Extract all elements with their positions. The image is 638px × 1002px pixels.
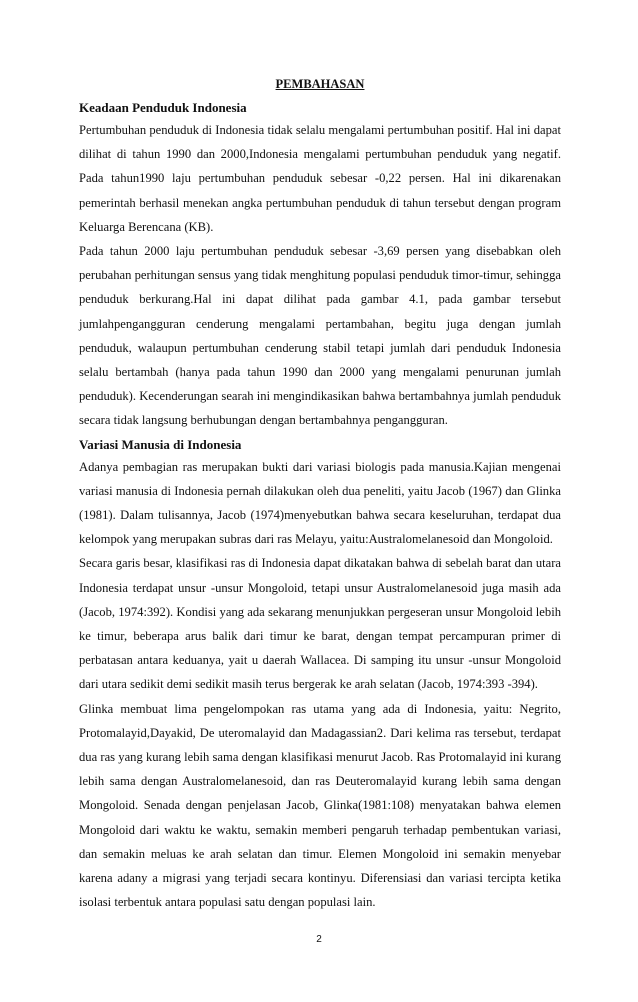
paragraph: Glinka membuat lima pengelompokan ras utama yang ada di Indonesia, yaitu: Negrito, Protomalayid,Dayakid, De uteromalayid dan Madagassian2. Dari kelima ras tersebut, terdapat dua ras yang kurang lebih sama dengan klasifikasi menurut Jacob. Ras Protomalayid ini kurang lebih sama dengan Australomelanesoid, dan ras Deuteromalayid kurang lebih sama dengan Mongoloid. Senada dengan penjelasan Jacob, Glinka(1981:108) menyatakan bahwa elemen Mongoloid dari waktu ke waktu, semakin memberi pengaruh terhadap pembentukan variasi, dan semakin meluas ke arah selatan dan timur. Elemen Mongoloid ini semakin menyebar karena adany a migrasi yang terjadi secara kontinyu. Diferensiasi dan variasi tercipta ketika isolasi terbentuk antara populasi satu dengan populasi lain. [79,701,561,910]
section-heading-keadaan-penduduk: Keadaan Penduduk Indonesia [79,100,247,115]
paragraph: Secara garis besar, klasifikasi ras di Indonesia dapat dikatakan bahwa di sebelah barat dan utara Indonesia terdapat unsur -unsur Mongoloid, tetapi unsur Australomelanesoid juga masih ada (Jacob, 1974:392). Kondisi yang ada sekarang menunjukkan pergeseran unsur Mongoloid lebih ke timur, beberapa arus balik dari timur ke barat, dengan tempat percampuran primer di perbatasan antara keduanya, yait u daerah Wallacea. Di samping itu unsur -unsur Mongoloid dari utara sedikit demi sedikit masih terus bergerak ke arah selatan (Jacob, 1974:393 -394). [79,556,561,692]
document-page [79,74,561,915]
paragraph: Pertumbuhan penduduk di Indonesia tidak selalu mengalami pertumbuhan positif. Hal ini dapat dilihat di tahun 1990 dan 2000,Indonesia mengalami pertumbuhan penduduk yang negatif. Pada tahun1990 laju pertumbuhan penduduk sebesar -0,22 persen. Hal ini dikarenakan pemerintah berhasil menekan angka pertumbuhan penduduk di tahun tersebut dengan program Keluarga Berencana (KB). [79,123,561,234]
page-number: 2 [316,934,322,945]
section-heading-variasi-manusia: Variasi Manusia di Indonesia [79,436,242,452]
paragraph: Adanya pembagian ras merupakan bukti dari variasi biologis pada manusia.Kajian mengenai variasi manusia di Indonesia pernah dilakukan oleh dua peneliti, yaitu Jacob (1967) dan Glinka (1981). Dalam tulisannya, Jacob (1974)menyebutkan bahwa secara keseluruhan, terdapat dua kelompok yang merupakan subras dari ras Melayu, yaitu:Australomelanesoid dan Mongoloid. [79,459,561,547]
paragraph: Pada tahun 2000 laju pertumbuhan penduduk sebesar -3,69 persen yang disebabkan oleh perubahan perhitungan sensus yang tidak menghitung populasi penduduk timor-timur, sehingga penduduk berkurang.Hal ini dapat dilihat pada gambar 4.1, pada gambar tersebut jumlahpengangguran cenderung mengalami pertambahan, begitu juga dengan jumlah penduduk, walaupun pertumbuhan cenderung stabil tetapi jumlah dari penduduk Indonesia selalu bertambah (hanya pada tahun 1990 dan 2000 yang mengalami penurunan jumlah penduduk). Kecenderungan searah ini mengindikasikan bahwa bertambahnya jumlah penduduk secara tidak langsung berhubungan dengan bertambahnya pengangguran. [79,244,561,428]
document-title: PEMBAHASAN [275,77,365,91]
